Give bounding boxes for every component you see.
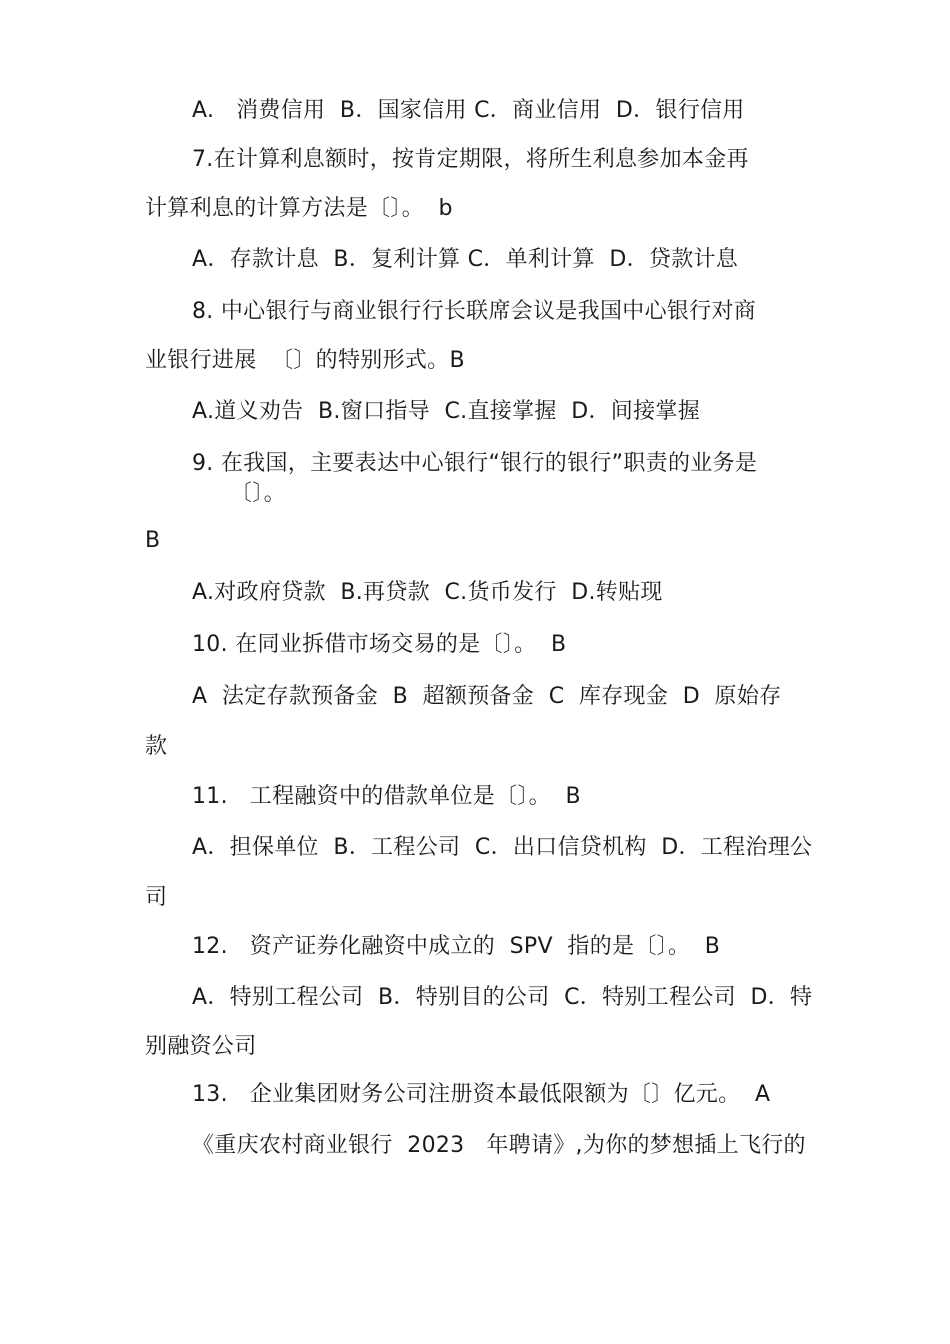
q11-question: 11. 工程融资中的借款单位是〔〕。 B [192, 784, 581, 809]
q7-question-line2: 计算利息的计算方法是〔〕。 b [145, 196, 453, 221]
footer-promo-line: 《重庆农村商业银行 2023 年聘请》,为你的梦想插上飞行的 [192, 1133, 806, 1158]
q8-question-line2: 业银行进展 〔〕的特别形式。B [145, 348, 465, 373]
q7-question-line1: 7.在计算利息额时，按肯定期限，将所生利息参加本金再 [192, 147, 749, 172]
q12-question: 12. 资产证券化融资中成立的 SPV 指的是〔〕。 B [192, 934, 721, 959]
q11-options-line1: A．担保单位 B．工程公司 C．出口信贷机构 D．工程治理公 [192, 835, 813, 860]
q11-options-line2: 司 [145, 885, 168, 910]
q12-options-line1: A．特别工程公司 B．特别目的公司 C．特别工程公司 D．特 [192, 985, 813, 1010]
q10-question: 10. 在同业拆借市场交易的是〔〕。 B [192, 632, 567, 657]
q7-options: A．存款计息 B．复利计算 C．单利计算 D．贷款计息 [192, 247, 739, 272]
q9-question-line2: 〔〕。 [230, 481, 286, 506]
q10-options-line2: 款 [145, 734, 168, 759]
q8-question-line1: 8. 中心银行与商业银行行长联席会议是我国中心银行对商 [192, 299, 757, 324]
q9-answer: B [145, 528, 161, 553]
q10-options-line1: A 法定存款预备金 B 超额预备金 C 库存现金 D 原始存 [192, 684, 782, 709]
q12-options-line2: 别融资公司 [145, 1034, 257, 1059]
q9-options: A.对政府贷款 B.再贷款 C.货币发行 D.转贴现 [192, 580, 663, 605]
q8-options: A.道义劝告 B.窗口指导 C.直接掌握 D．间接掌握 [192, 399, 700, 424]
q6-options: A. 消费信用 B．国家信用 C．商业信用 D．银行信用 [192, 98, 745, 123]
q13-question: 13. 企业集团财务公司注册资本最低限额为〔〕亿元。 A [192, 1082, 771, 1107]
q9-question-line1: 9. 在我国，主要表达中心银行“银行的银行”职责的业务是 [192, 451, 758, 476]
